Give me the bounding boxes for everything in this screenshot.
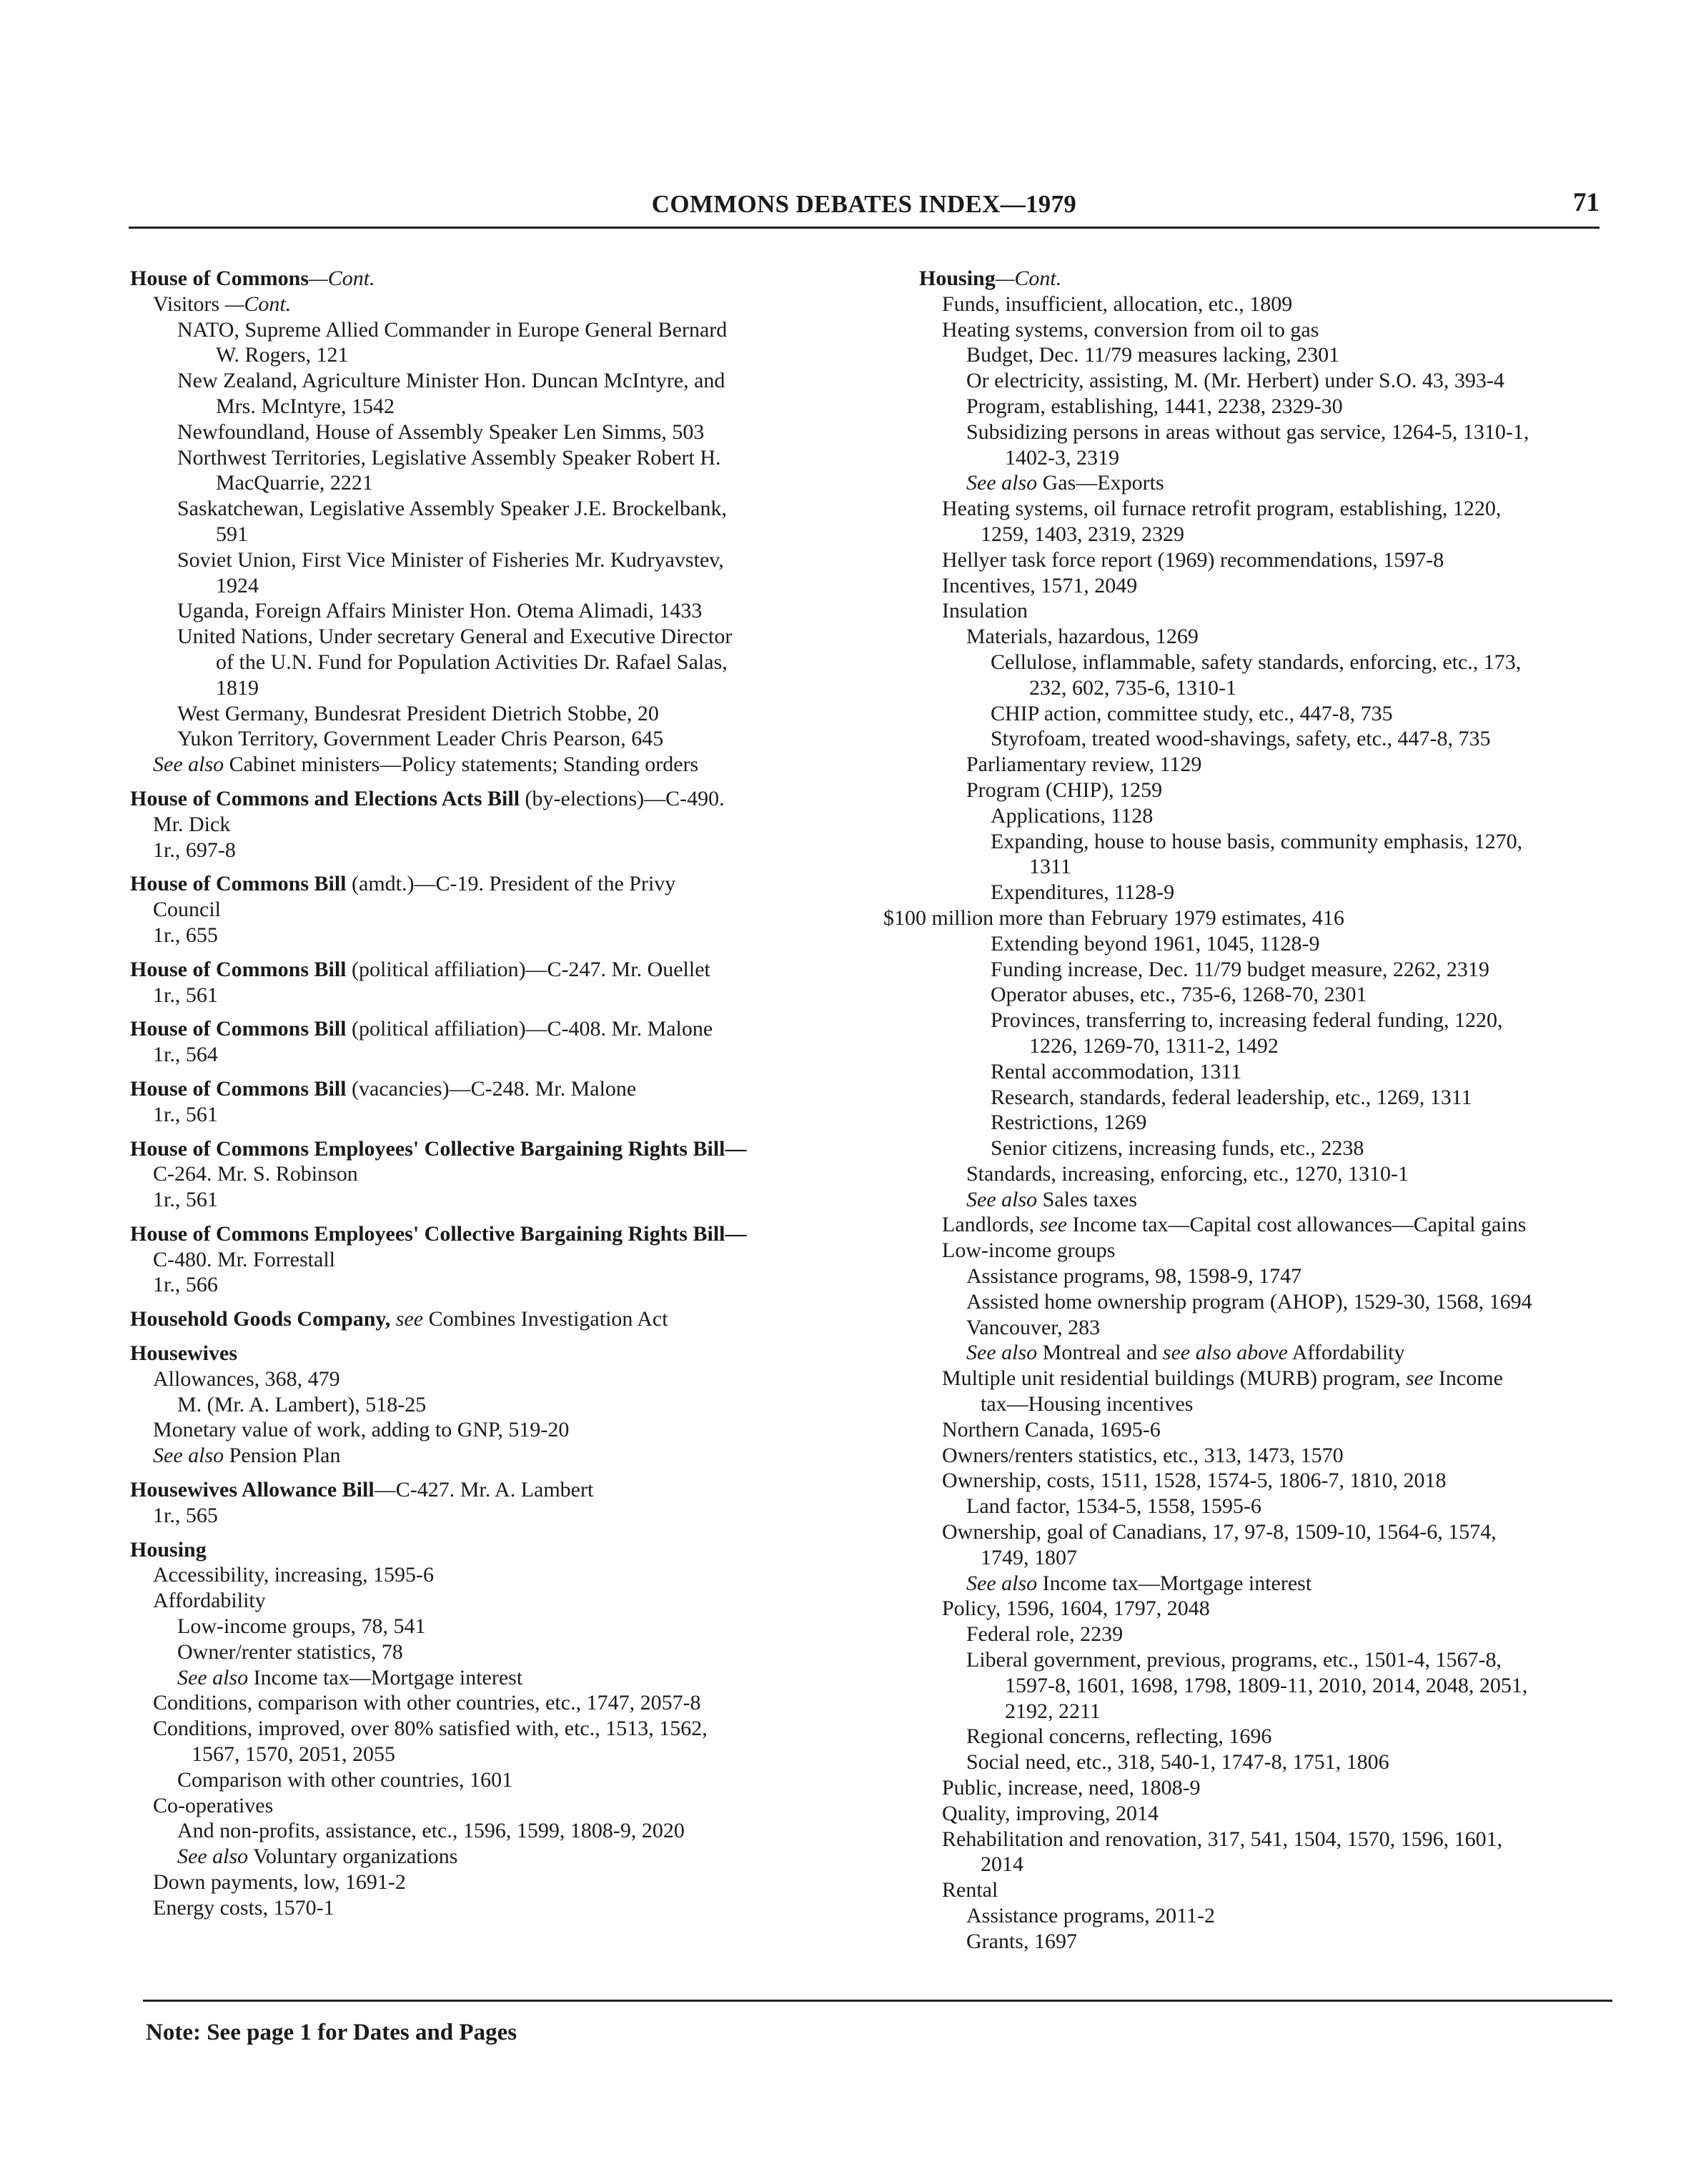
entry-text: 1r., 564 bbox=[153, 1043, 218, 1067]
entry-text: 1r., 565 bbox=[153, 1503, 218, 1527]
entry-text: 1311 bbox=[1029, 855, 1071, 879]
entry-text: Insulation bbox=[942, 599, 1028, 623]
entry-text: Northern Canada, 1695-6 bbox=[942, 1417, 1161, 1441]
index-entry bbox=[883, 752, 1605, 778]
entry-text: Co-operatives bbox=[153, 1793, 274, 1817]
index-entry bbox=[883, 1494, 1605, 1519]
heading-rest: —Cont. bbox=[995, 267, 1062, 290]
entry-text: Budget, Dec. 11/79 measures lacking, 2301 bbox=[966, 343, 1340, 367]
see-reference: see bbox=[395, 1307, 424, 1331]
entry-rest: Income bbox=[1438, 1366, 1503, 1391]
entry-text: Rental bbox=[942, 1878, 998, 1902]
entry-text: 1819 bbox=[216, 675, 259, 700]
see-also-label: See also bbox=[153, 753, 224, 777]
entry-text: Assisted home ownership program (AHOP), 1529-30, 1568, 1694 bbox=[966, 1289, 1532, 1314]
index-entry bbox=[130, 368, 852, 394]
see-also-label: See also bbox=[177, 1845, 249, 1869]
index-entry bbox=[883, 1161, 1605, 1187]
index-entry-continuation bbox=[883, 1391, 1605, 1417]
index-entry bbox=[130, 317, 852, 343]
entry-text: Low-income groups bbox=[942, 1239, 1116, 1263]
index-entry bbox=[883, 829, 1605, 855]
entry-text: 1597-8, 1601, 1698, 1798, 1809-11, 2010, 2014, 2048, 2051, bbox=[1005, 1673, 1528, 1697]
index-entry bbox=[130, 1366, 852, 1392]
index-entry bbox=[883, 1212, 1605, 1238]
entry-text: Income tax—Mortgage interest bbox=[1042, 1571, 1312, 1595]
entry-text: 1r., 697-8 bbox=[153, 838, 236, 862]
index-entry bbox=[130, 1767, 852, 1793]
entry-text: Provinces, transferring to, increasing federal funding, 1220, bbox=[991, 1008, 1503, 1033]
entry-text: Operator abuses, etc., 735-6, 1268-70, 2301 bbox=[991, 983, 1367, 1007]
index-heading bbox=[130, 1341, 852, 1366]
index-entry bbox=[883, 1903, 1605, 1929]
entry-text: 2014 bbox=[981, 1852, 1023, 1877]
entry-text: Voluntary organizations bbox=[253, 1845, 458, 1869]
entry-text: Funding increase, Dec. 11/79 budget measure, 2262, 2319 bbox=[991, 957, 1489, 981]
heading-rest: (political affiliation)—C-247. Mr. Ouellet bbox=[352, 957, 710, 981]
entry-text: Parliamentary review, 1129 bbox=[966, 753, 1202, 777]
entry-text: Income tax—Mortgage interest bbox=[253, 1665, 523, 1689]
left-column bbox=[130, 266, 852, 1921]
heading-rest: (by-elections)—C-490. bbox=[525, 786, 725, 810]
index-entry bbox=[130, 838, 852, 863]
entry-text: $100 million more than February 1979 estimates, 416 bbox=[883, 905, 1344, 930]
index-entry-continuation bbox=[883, 1699, 1605, 1724]
entry-text: Allowances, 368, 479 bbox=[153, 1366, 340, 1391]
entry-text: Grants, 1697 bbox=[966, 1929, 1077, 1953]
index-entry bbox=[130, 420, 852, 445]
index-entry bbox=[883, 650, 1605, 675]
entry-text: Owner/renter statistics, 78 bbox=[177, 1639, 403, 1664]
index-entry bbox=[883, 342, 1605, 368]
index-entry bbox=[883, 701, 1605, 727]
index-entry bbox=[883, 598, 1605, 624]
index-entry bbox=[883, 1417, 1605, 1443]
entry-text: 1r., 561 bbox=[153, 1102, 218, 1126]
index-entry bbox=[130, 1187, 852, 1213]
entry-text: Applications, 1128 bbox=[991, 803, 1154, 828]
entry-text: Conditions, comparison with other countries, etc., 1747, 2057-8 bbox=[153, 1691, 701, 1715]
heading-text: Housing bbox=[130, 1537, 207, 1562]
entry-text: of the U.N. Fund for Population Activities Dr. Rafael Salas, bbox=[216, 650, 728, 674]
entry-text: United Nations, Under secretary General and Executive Director bbox=[177, 625, 733, 649]
entry-text: Rehabilitation and renovation, 317, 541, 1504, 1570, 1596, 1601, bbox=[942, 1827, 1503, 1851]
index-entry bbox=[883, 1085, 1605, 1111]
heading-text: House of Commons Bill bbox=[130, 1017, 347, 1041]
entry-text: 1226, 1269-70, 1311-2, 1492 bbox=[1029, 1033, 1279, 1058]
entry-text: Extending beyond 1961, 1045, 1128-9 bbox=[991, 931, 1320, 955]
index-heading bbox=[130, 871, 852, 897]
entry-text: Multiple unit residential buildings (MURB) program, bbox=[942, 1366, 1401, 1391]
entry-text: Research, standards, federal leadership, etc., 1269, 1311 bbox=[991, 1085, 1472, 1109]
index-entry-continuation bbox=[130, 650, 852, 675]
index-heading bbox=[130, 957, 852, 983]
index-entry bbox=[883, 1443, 1605, 1469]
index-entry bbox=[883, 1724, 1605, 1749]
index-entry bbox=[130, 1503, 852, 1529]
index-entry bbox=[883, 1340, 1605, 1366]
index-entry bbox=[883, 496, 1605, 522]
index-entry bbox=[130, 1247, 852, 1273]
see-also-label: See also bbox=[966, 1571, 1038, 1595]
index-entry bbox=[883, 1801, 1605, 1827]
entry-text: Accessibility, increasing, 1595-6 bbox=[153, 1563, 434, 1587]
entry-text: Affordability bbox=[1291, 1341, 1405, 1365]
index-entry bbox=[883, 1929, 1605, 1955]
page-number: 71 bbox=[1573, 188, 1600, 217]
index-entry bbox=[883, 905, 1605, 931]
entry-text: 1r., 655 bbox=[153, 923, 218, 947]
heading-text: House of Commons Bill bbox=[130, 957, 347, 981]
index-heading bbox=[130, 1076, 852, 1102]
index-entry bbox=[883, 624, 1605, 650]
entry-text: Heating systems, oil furnace retrofit program, establishing, 1220, bbox=[942, 497, 1502, 521]
index-entry bbox=[130, 445, 852, 471]
entry-text: Land factor, 1534-5, 1558, 1595-6 bbox=[966, 1494, 1261, 1519]
index-entry-continuation bbox=[883, 522, 1605, 547]
index-entry bbox=[883, 931, 1605, 957]
footer-rule bbox=[143, 2000, 1612, 2002]
running-title: COMMONS DEBATES INDEX—1979 bbox=[651, 190, 1077, 218]
entry-text: Cabinet ministers—Policy statements; Standing orders bbox=[229, 753, 699, 777]
entry-text: Comparison with other countries, 1601 bbox=[177, 1767, 513, 1792]
index-entry-continuation bbox=[883, 675, 1605, 701]
heading-text: Housing bbox=[919, 267, 996, 290]
index-entry bbox=[883, 292, 1605, 317]
heading-text: House of Commons bbox=[130, 267, 309, 290]
entry-text: Gas—Exports bbox=[1042, 471, 1164, 495]
entry-text: CHIP action, committee study, etc., 447-8, 735 bbox=[991, 701, 1393, 725]
entry-text: Owners/renters statistics, etc., 313, 1473, 1570 bbox=[942, 1443, 1344, 1467]
entry-text: Subsidizing persons in areas without gas service, 1264-5, 1310-1, bbox=[966, 420, 1529, 444]
index-entry bbox=[883, 1136, 1605, 1161]
index-entry bbox=[130, 1818, 852, 1844]
entry-text: C-480. Mr. Forrestall bbox=[153, 1247, 335, 1271]
index-entry bbox=[883, 420, 1605, 445]
header-rule bbox=[129, 227, 1600, 229]
index-entry bbox=[130, 1690, 852, 1716]
index-entry bbox=[130, 983, 852, 1008]
index-entry bbox=[130, 1844, 852, 1870]
entry-text: Social need, etc., 318, 540-1, 1747-8, 1751, 1806 bbox=[966, 1750, 1389, 1774]
index-entry bbox=[883, 803, 1605, 829]
entry-text: Sales taxes bbox=[1042, 1187, 1138, 1211]
index-entry bbox=[130, 1102, 852, 1128]
entry-text: 1567, 1570, 2051, 2055 bbox=[192, 1742, 395, 1767]
entry-rest: Income tax—Capital cost allowances—Capital gains bbox=[1072, 1213, 1527, 1237]
index-heading bbox=[130, 786, 852, 812]
heading-text: Housewives Allowance Bill bbox=[130, 1478, 375, 1502]
entry-text: 1r., 561 bbox=[153, 1188, 218, 1212]
index-entry-continuation bbox=[883, 445, 1605, 471]
entry-text: Quality, improving, 2014 bbox=[942, 1801, 1159, 1825]
index-entry bbox=[130, 1614, 852, 1639]
see-reference: see bbox=[1406, 1366, 1434, 1391]
entry-text: Incentives, 1571, 2049 bbox=[942, 573, 1138, 597]
index-entry bbox=[883, 1622, 1605, 1647]
index-entry bbox=[130, 897, 852, 923]
index-entry bbox=[130, 701, 852, 727]
entry-text: Montreal and bbox=[1042, 1341, 1158, 1365]
entry-text: Saskatchewan, Legislative Assembly Speaker J.E. Brockelbank, bbox=[177, 497, 727, 521]
entry-text: Or electricity, assisting, M. (Mr. Herbert) under S.O. 43, 393-4 bbox=[966, 369, 1504, 393]
index-entry bbox=[883, 1827, 1605, 1852]
entry-text: Ownership, costs, 1511, 1528, 1574-5, 1806-7, 1810, 2018 bbox=[942, 1469, 1447, 1493]
entry-text: Regional concerns, reflecting, 1696 bbox=[966, 1724, 1272, 1749]
entry-text: Expanding, house to house basis, community emphasis, 1270, bbox=[991, 829, 1523, 853]
index-entry bbox=[130, 1639, 852, 1665]
index-entry bbox=[130, 1793, 852, 1819]
index-entry bbox=[130, 1588, 852, 1614]
index-entry bbox=[130, 812, 852, 838]
index-entry bbox=[130, 1870, 852, 1895]
index-entry bbox=[130, 752, 852, 778]
entry-text: Down payments, low, 1691-2 bbox=[153, 1870, 406, 1895]
entry-text: W. Rogers, 121 bbox=[216, 343, 349, 367]
index-entry-continuation bbox=[883, 1852, 1605, 1877]
index-entry bbox=[883, 1571, 1605, 1597]
index-entry-continuation bbox=[130, 394, 852, 420]
see-also-label: See also bbox=[966, 471, 1038, 495]
index-entry bbox=[883, 1187, 1605, 1213]
index-entry bbox=[883, 1775, 1605, 1801]
index-entry bbox=[883, 1315, 1605, 1341]
index-entry bbox=[130, 1161, 852, 1187]
index-entry bbox=[130, 1716, 852, 1742]
see-reference: see bbox=[1039, 1213, 1067, 1237]
heading-text: Housewives bbox=[130, 1341, 237, 1366]
index-entry bbox=[883, 880, 1605, 905]
heading-rest: (amdt.)—C-19. President of the Privy bbox=[352, 872, 676, 896]
entry-text: 1749, 1807 bbox=[981, 1545, 1077, 1569]
index-entry bbox=[883, 1110, 1605, 1136]
entry-text: Cellulose, inflammable, safety standards, enforcing, etc., 173, bbox=[991, 650, 1522, 674]
entry-text: 232, 602, 735-6, 1310-1 bbox=[1029, 675, 1236, 700]
entry-text: 1402-3, 2319 bbox=[1005, 445, 1119, 470]
see-also-label: See also bbox=[966, 1341, 1038, 1365]
index-entry bbox=[883, 573, 1605, 599]
index-entry bbox=[130, 1417, 852, 1443]
see-also-label: See also bbox=[153, 1444, 224, 1468]
entry-text: Program (CHIP), 1259 bbox=[966, 778, 1163, 802]
entry-text: Materials, hazardous, 1269 bbox=[966, 625, 1199, 649]
right-column bbox=[883, 266, 1605, 1955]
heading-rest: —C-427. Mr. A. Lambert bbox=[374, 1478, 594, 1502]
index-heading bbox=[130, 1306, 852, 1332]
entry-text: Pension Plan bbox=[229, 1444, 341, 1468]
entry-text: Heating systems, conversion from oil to gas bbox=[942, 317, 1319, 342]
entry-text: Rental accommodation, 1311 bbox=[991, 1059, 1242, 1083]
index-entry bbox=[130, 496, 852, 522]
index-entry-continuation bbox=[130, 573, 852, 599]
entry-text: Restrictions, 1269 bbox=[991, 1111, 1147, 1135]
index-entry bbox=[130, 547, 852, 573]
index-entry bbox=[883, 1366, 1605, 1391]
heading-text: House of Commons Bill bbox=[130, 872, 347, 896]
index-entry bbox=[130, 1392, 852, 1418]
see-also-label: See also bbox=[177, 1665, 249, 1689]
entry-text: Vancouver, 283 bbox=[966, 1315, 1101, 1339]
index-entry bbox=[130, 598, 852, 624]
entry-text: Public, increase, need, 1808-9 bbox=[942, 1776, 1201, 1800]
index-entry bbox=[130, 1665, 852, 1691]
heading-text: House of Commons Employees' Collective Bargaining Rights Bill— bbox=[130, 1136, 747, 1161]
see-also-label: See also bbox=[966, 1187, 1038, 1211]
entry-text: Energy costs, 1570-1 bbox=[153, 1895, 334, 1920]
heading-rest: Combines Investigation Act bbox=[428, 1307, 668, 1331]
footer-note: Note: See page 1 for Dates and Pages bbox=[146, 2020, 517, 2045]
index-entry bbox=[883, 957, 1605, 983]
index-heading bbox=[130, 266, 852, 292]
index-entry bbox=[130, 624, 852, 650]
entry-text: Uganda, Foreign Affairs Minister Hon. Otema Alimadi, 1433 bbox=[177, 599, 703, 623]
page-header bbox=[129, 184, 1600, 227]
entry-text: Northwest Territories, Legislative Assembly Speaker Robert H. bbox=[177, 445, 721, 470]
index-entry-continuation bbox=[130, 1742, 852, 1767]
heading-text: House of Commons and Elections Acts Bill bbox=[130, 786, 520, 810]
entry-text: Soviet Union, First Vice Minister of Fisheries Mr. Kudryavstev, bbox=[177, 547, 724, 572]
entry-text: M. (Mr. A. Lambert), 518-25 bbox=[177, 1392, 427, 1416]
index-entry bbox=[883, 1264, 1605, 1289]
entry-text: Newfoundland, House of Assembly Speaker Len Simms, 503 bbox=[177, 420, 705, 444]
heading-rest: (vacancies)—C-248. Mr. Malone bbox=[352, 1076, 637, 1101]
heading-rest: —Cont. bbox=[309, 267, 375, 290]
entry-text: Council bbox=[153, 898, 221, 922]
heading-text: House of Commons Bill bbox=[130, 1076, 347, 1101]
index-entry bbox=[883, 1059, 1605, 1085]
index-entry bbox=[883, 317, 1605, 343]
index-entry bbox=[130, 1443, 852, 1469]
entry-text: MacQuarrie, 2221 bbox=[216, 471, 373, 495]
index-entry bbox=[130, 1895, 852, 1921]
index-heading bbox=[130, 1016, 852, 1042]
index-entry bbox=[883, 1749, 1605, 1775]
index-entry bbox=[130, 1562, 852, 1588]
entry-text: C-264. Mr. S. Robinson bbox=[153, 1162, 358, 1186]
entry-text: Visitors bbox=[153, 292, 225, 316]
entry-text: Mr. Dick bbox=[153, 812, 231, 836]
index-heading bbox=[130, 1477, 852, 1503]
index-entry bbox=[130, 923, 852, 948]
entry-text: Yukon Territory, Government Leader Chris Pearson, 645 bbox=[177, 727, 664, 751]
entry-text: Senior citizens, increasing funds, etc., 2238 bbox=[991, 1136, 1364, 1161]
index-entry-continuation bbox=[130, 470, 852, 496]
index-entry bbox=[883, 1238, 1605, 1264]
entry-text: 1924 bbox=[216, 573, 259, 597]
entry-text: 1r., 566 bbox=[153, 1273, 218, 1297]
entry-text: Monetary value of work, adding to GNP, 519-20 bbox=[153, 1418, 570, 1442]
entry-text: Styrofoam, treated wood-shavings, safety, etc., 447-8, 735 bbox=[991, 727, 1491, 751]
entry-text: Federal role, 2239 bbox=[966, 1622, 1124, 1647]
index-entry-continuation bbox=[883, 1033, 1605, 1059]
entry-text: Hellyer task force report (1969) recommendations, 1597-8 bbox=[942, 547, 1444, 572]
index-entry bbox=[883, 726, 1605, 752]
index-heading bbox=[130, 1221, 852, 1247]
index-entry bbox=[883, 1596, 1605, 1622]
entry-cont: —Cont. bbox=[224, 292, 292, 316]
entry-text: Funds, insufficient, allocation, etc., 1809 bbox=[942, 292, 1293, 316]
index-entry bbox=[883, 547, 1605, 573]
entry-text: 1259, 1403, 2319, 2329 bbox=[981, 522, 1184, 546]
see-also-label: see also above bbox=[1162, 1341, 1288, 1365]
heading-text: House of Commons Employees' Collective Bargaining Rights Bill— bbox=[130, 1221, 747, 1246]
entry-text: Assistance programs, 2011-2 bbox=[966, 1904, 1215, 1927]
entry-text: Ownership, goal of Canadians, 17, 97-8, 1509-10, 1564-6, 1574, bbox=[942, 1520, 1497, 1544]
entry-text: Liberal government, previous, programs, etc., 1501-4, 1567-8, bbox=[966, 1648, 1502, 1672]
index-heading bbox=[883, 266, 1605, 292]
index-entry-continuation bbox=[130, 675, 852, 701]
entry-text: Policy, 1596, 1604, 1797, 2048 bbox=[942, 1597, 1210, 1621]
index-entry bbox=[883, 1468, 1605, 1494]
index-entry bbox=[130, 1272, 852, 1298]
index-entry bbox=[883, 1519, 1605, 1545]
entry-text: tax—Housing incentives bbox=[981, 1392, 1194, 1416]
index-entry bbox=[883, 1289, 1605, 1315]
entry-text: Assistance programs, 98, 1598-9, 1747 bbox=[966, 1264, 1302, 1289]
index-entry bbox=[883, 982, 1605, 1008]
index-entry-continuation bbox=[130, 342, 852, 368]
heading-text: Household Goods Company, bbox=[130, 1307, 391, 1331]
entry-text: 591 bbox=[216, 522, 248, 546]
entry-text: Program, establishing, 1441, 2238, 2329-30 bbox=[966, 394, 1343, 418]
index-entry bbox=[883, 1877, 1605, 1903]
entry-text: West Germany, Bundesrat President Dietrich Stobbe, 20 bbox=[177, 701, 659, 725]
entry-text: Conditions, improved, over 80% satisfied with, etc., 1513, 1562, bbox=[153, 1717, 708, 1741]
entry-text: Landlords, bbox=[942, 1213, 1035, 1237]
index-entry bbox=[130, 292, 852, 317]
entry-text: New Zealand, Agriculture Minister Hon. Duncan McIntyre, and bbox=[177, 369, 725, 393]
index-entry bbox=[883, 1647, 1605, 1673]
heading-rest: (political affiliation)—C-408. Mr. Malone bbox=[352, 1017, 713, 1041]
entry-text: Low-income groups, 78, 541 bbox=[177, 1614, 426, 1639]
index-entry bbox=[130, 726, 852, 752]
entry-text: Affordability bbox=[153, 1589, 266, 1613]
index-entry-continuation bbox=[883, 1545, 1605, 1571]
index-entry-continuation bbox=[883, 1673, 1605, 1699]
entry-text: Standards, increasing, enforcing, etc., 1270, 1310-1 bbox=[966, 1161, 1409, 1186]
entry-text: 1r., 561 bbox=[153, 983, 218, 1007]
entry-text: 2192, 2211 bbox=[1005, 1699, 1101, 1723]
entry-text: Mrs. McIntyre, 1542 bbox=[216, 394, 395, 418]
index-entry bbox=[883, 778, 1605, 803]
index-entry bbox=[883, 368, 1605, 394]
index-entry bbox=[883, 1008, 1605, 1033]
index-heading bbox=[130, 1537, 852, 1563]
entry-text: And non-profits, assistance, etc., 1596, 1599, 1808-9, 2020 bbox=[177, 1819, 685, 1843]
entry-text: Expenditures, 1128-9 bbox=[991, 880, 1175, 905]
index-entry-continuation bbox=[883, 854, 1605, 880]
index-entry-continuation bbox=[130, 522, 852, 547]
index-entry bbox=[883, 394, 1605, 420]
index-entry bbox=[883, 470, 1605, 496]
index-heading bbox=[130, 1136, 852, 1162]
entry-text: NATO, Supreme Allied Commander in Europe General Bernard bbox=[177, 317, 728, 342]
index-entry bbox=[130, 1042, 852, 1068]
